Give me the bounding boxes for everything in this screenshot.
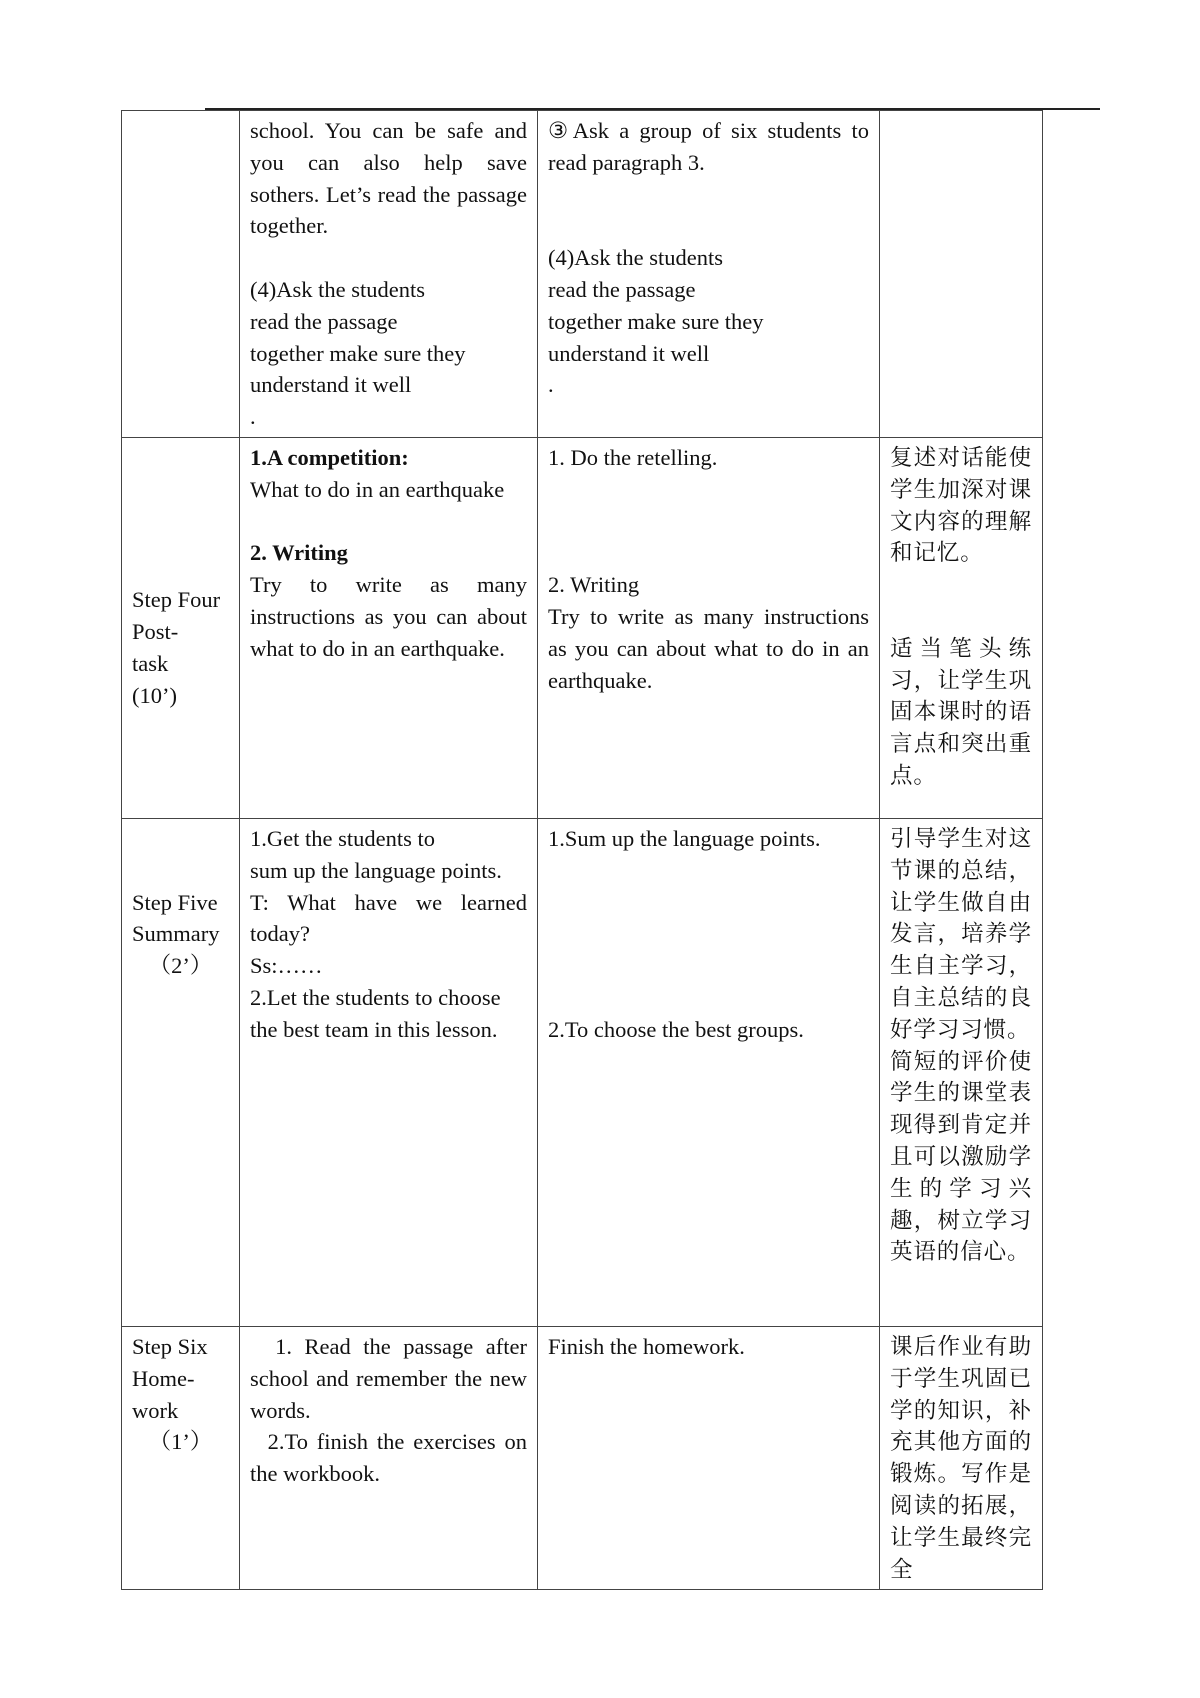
teacher-line: 2.Let the students to choose	[250, 984, 501, 1010]
student-line: 2.To choose the best groups.	[548, 1016, 804, 1042]
step-label: Step Five	[132, 889, 218, 915]
teacher-line: understand it well	[250, 372, 412, 398]
teacher-text: 2.To finish the exercises on the workbook.	[250, 1429, 533, 1487]
teacher-line: read the passage	[250, 308, 398, 334]
teacher-activity-cell	[240, 111, 538, 438]
teacher-line: sum up the language points.	[250, 857, 502, 883]
teacher-line: 1.Get the students to	[250, 825, 435, 851]
step-label: Post-	[132, 618, 179, 644]
step-label: Step Six	[132, 1333, 208, 1359]
teacher-activity-cell	[240, 437, 538, 818]
purpose-cell	[880, 111, 1043, 438]
step-time: （1’）	[148, 1429, 213, 1455]
step-time: (10’)	[132, 682, 177, 708]
teacher-text: school. You can be safe and you can also help save sothers. Let’s read the passage together.	[250, 118, 527, 239]
purpose-text: 适当笔头练习，让学生巩固本课时的语言点和突出重点。	[890, 635, 1032, 788]
activity-heading: 1.A competition:	[250, 444, 409, 470]
student-activity-cell	[538, 437, 880, 818]
student-activity-cell	[538, 1326, 880, 1589]
purpose-text: 课后作业有助于学生巩固已学的知识，补充其他方面的锻炼。写作是阅读的拓展，让学生最终完全	[890, 1333, 1032, 1582]
purpose-cell	[880, 818, 1043, 1326]
purpose-text: 简短的评价使学生的课堂表现得到肯定并且可以激励学生的学习兴趣，树立学习英语的信心。	[890, 1048, 1032, 1265]
student-line: 2. Writing	[548, 572, 640, 598]
teacher-text: Try to write as many instructions as you can about what to do in an earthquake.	[250, 572, 527, 661]
student-line: read the passage	[548, 276, 696, 302]
student-activity-cell	[538, 818, 880, 1326]
student-line: .	[548, 372, 554, 398]
lesson-plan-table	[121, 110, 1043, 1590]
table-row	[122, 437, 1043, 818]
student-text: ③Ask a group of six students to read paragraph 3.	[548, 118, 869, 175]
activity-heading: 2. Writing	[250, 540, 348, 566]
table-row	[122, 111, 1043, 438]
teacher-line: (4)Ask the students	[250, 276, 425, 302]
purpose-cell	[880, 437, 1043, 818]
student-activity-cell	[538, 111, 880, 438]
step-label: Step Four	[132, 587, 221, 613]
teacher-line: Ss:……	[250, 953, 323, 979]
step-label: work	[132, 1397, 179, 1423]
step-label: Summary	[132, 921, 220, 947]
teacher-activity-cell	[240, 1326, 538, 1589]
student-text: Try to write as many instructions as you can about what to do in an earthquake.	[548, 603, 869, 693]
step-cell	[122, 1326, 240, 1589]
student-line: understand it well	[548, 340, 710, 366]
student-line: Finish the homework.	[548, 1333, 745, 1359]
table-row	[122, 818, 1043, 1326]
purpose-text: 复述对话能使学生加深对课文内容的理解和记忆。	[890, 444, 1032, 566]
purpose-cell	[880, 1326, 1043, 1589]
teacher-text: What to do in an earthquake	[250, 476, 505, 502]
teacher-text: 1. Read the passage after school and remember the new words.	[250, 1333, 533, 1423]
step-time: （2’）	[148, 953, 213, 979]
teacher-line: together make sure they	[250, 340, 466, 366]
table-row	[122, 1326, 1043, 1589]
step-cell	[122, 111, 240, 438]
student-line: 1.Sum up the language points.	[548, 825, 821, 851]
student-line: (4)Ask the students	[548, 245, 723, 271]
teacher-line: .	[250, 404, 256, 430]
purpose-text: 引导学生对这节课的总结，让学生做自由发言，培养学生自主学习，自主总结的良好学习习惯。	[890, 825, 1032, 1042]
step-cell	[122, 818, 240, 1326]
step-label: Home-	[132, 1365, 195, 1391]
student-line: together make sure they	[548, 308, 764, 334]
step-label: task	[132, 650, 169, 676]
teacher-activity-cell	[240, 818, 538, 1326]
teacher-line: the best team in this lesson.	[250, 1016, 498, 1042]
teacher-text: T: What have we learned today?	[250, 889, 527, 947]
student-line: 1. Do the retelling.	[548, 444, 718, 470]
step-cell	[122, 437, 240, 818]
